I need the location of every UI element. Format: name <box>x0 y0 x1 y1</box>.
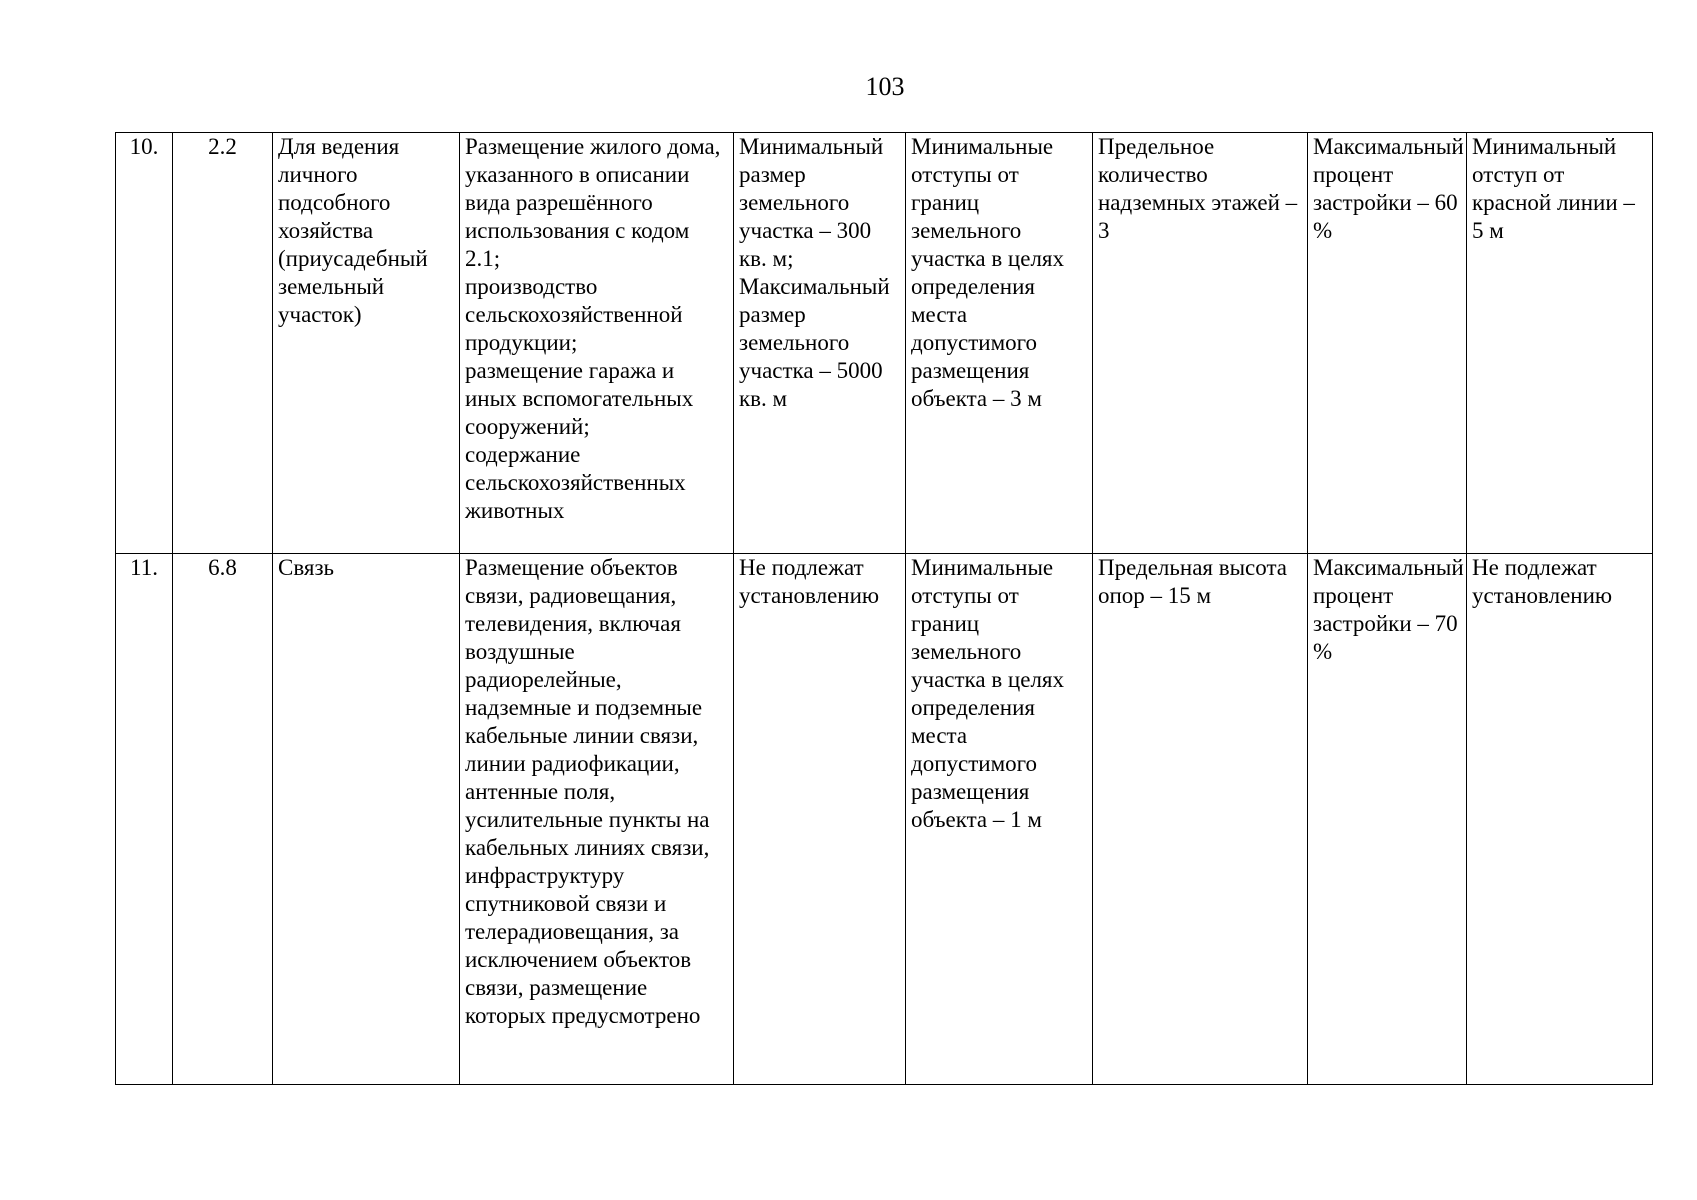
page-number: 103 <box>865 72 905 101</box>
row-number: 11. <box>116 554 173 1085</box>
red-line-setback: Минимальный отступ от красной линии – 5 м <box>1467 133 1653 554</box>
use-name: Связь <box>273 554 460 1085</box>
plot-size: Минимальный размер земельного участка – 300 кв. м; Максимальный размер земельного участка – 5000 кв. м <box>734 133 906 554</box>
row-number: 10. <box>116 133 173 554</box>
coverage: Максимальный процент застройки – 60 % <box>1308 133 1467 554</box>
coverage: Максимальный процент застройки – 70 % <box>1308 554 1467 1085</box>
table-row <box>116 554 1653 1085</box>
use-code: 6.8 <box>173 554 273 1085</box>
table-row <box>116 133 1653 554</box>
red-line-setback: Не подлежат установлению <box>1467 554 1653 1085</box>
floors: Предельная высота опор – 15 м <box>1093 554 1308 1085</box>
use-description: Размещение жилого дома, указанного в описании вида разрешённого использования с кодом 2.1; производство сельскохозяйственной продукции; размещение гаража и иных вспомогательных сооружений; содержание сельскохозяйственных животных <box>460 133 734 554</box>
setbacks: Минимальные отступы от границ земельного участка в целях определения места допустимого размещения объекта – 1 м <box>906 554 1093 1085</box>
floors: Предельное количество надземных этажей – 3 <box>1093 133 1308 554</box>
use-description: Размещение объектов связи, радиовещания, телевидения, включая воздушные радиорелейные, надземные и подземные кабельные линии связи, линии радиофикации, антенные поля, усилительные пункты на кабельных линиях связи, инфраструктуру спутниковой связи и телерадиовещания, за исключением объектов связи, размещение которых предусмотрено <box>460 554 734 1085</box>
use-code: 2.2 <box>173 133 273 554</box>
plot-size: Не подлежат установлению <box>734 554 906 1085</box>
use-name: Для ведения личного подсобного хозяйства (приусадебный земельный участок) <box>273 133 460 554</box>
setbacks: Минимальные отступы от границ земельного участка в целях определения места допустимого размещения объекта – 3 м <box>906 133 1093 554</box>
regulations-table <box>115 132 1653 1085</box>
